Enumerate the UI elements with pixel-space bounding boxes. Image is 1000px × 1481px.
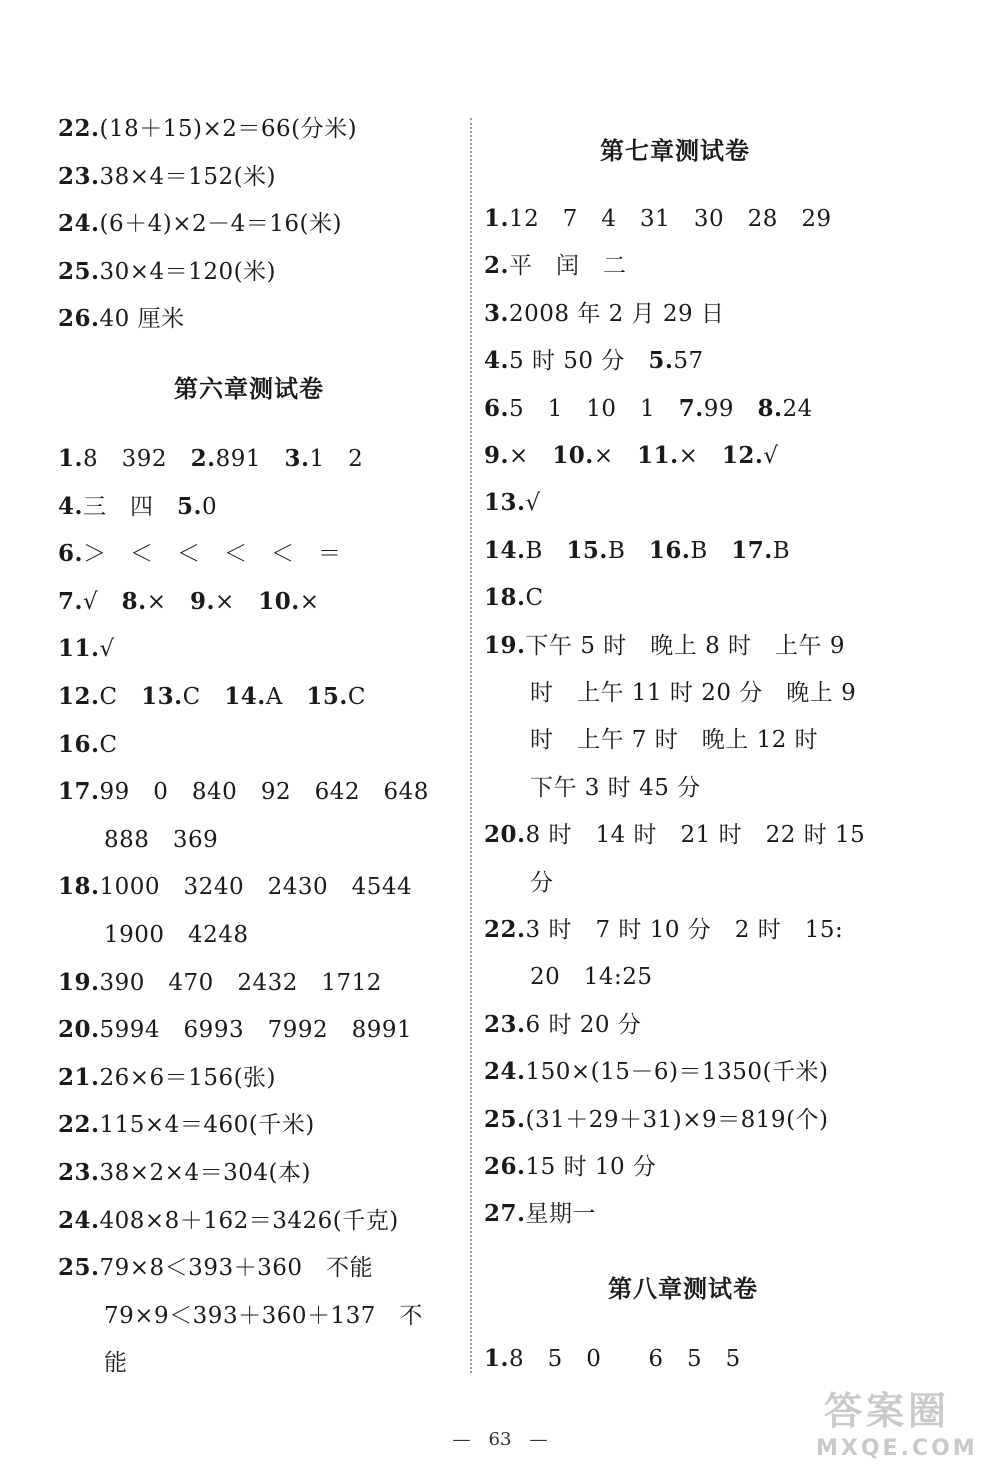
- answer-line: [484, 488, 541, 518]
- answer-line: [484, 251, 627, 281]
- answer-text: 5994 6993 7992 8991: [99, 1017, 413, 1044]
- question-number: 9.: [189, 587, 215, 615]
- answer-text: 24: [782, 395, 813, 422]
- answer-text: 99: [703, 395, 758, 422]
- answer-text: B: [607, 537, 649, 564]
- answer-line: [58, 209, 342, 239]
- answer-text: ×: [509, 443, 553, 469]
- question-number: 12.: [58, 683, 100, 710]
- answer-line: [104, 1301, 423, 1331]
- answer-line: [58, 777, 429, 807]
- answer-line: [58, 1110, 315, 1140]
- question-number: 3.: [484, 299, 510, 327]
- answer-text: 12 7 4 31 30 28 29: [509, 206, 832, 232]
- answer-line: [484, 583, 544, 613]
- answer-text: 8 392: [83, 446, 191, 472]
- answer-text: ×: [593, 443, 638, 469]
- question-number: 16.: [58, 730, 100, 758]
- question-number: 10.: [258, 587, 300, 615]
- answer-text: √: [99, 636, 115, 663]
- answer-text: 38×2×4＝304(本): [99, 1160, 311, 1186]
- question-number: 26.: [58, 305, 100, 333]
- question-number: 10.: [552, 442, 594, 469]
- answer-line: [58, 492, 217, 522]
- answer-text: 1900 4248: [104, 922, 249, 948]
- answer-text: ＞ ＜ ＜ ＜ ＜ ＝: [83, 541, 342, 568]
- question-number: 9.: [484, 442, 510, 469]
- answer-text: 分: [530, 869, 554, 896]
- answer-line: [484, 915, 843, 945]
- answer-text: 8 5 0 6 5 5: [509, 1346, 741, 1372]
- chapter-7-title: 第七章测试卷: [600, 137, 750, 165]
- question-number: 18.: [58, 873, 100, 901]
- question-number: 8.: [757, 394, 783, 422]
- answer-text: 57: [673, 348, 704, 375]
- answer-text: 星期一: [525, 1201, 597, 1228]
- answer-line: [530, 773, 701, 803]
- answer-text: 三 四: [83, 493, 178, 520]
- question-number: 19.: [58, 968, 100, 996]
- answer-line: [58, 304, 185, 334]
- answer-line: [484, 1199, 596, 1229]
- answer-text: B: [525, 537, 567, 564]
- answer-text: 20 14:25: [530, 964, 653, 991]
- answer-text: 3 时 7 时 10 分 2 时 15:: [525, 917, 844, 943]
- answer-text: √: [763, 443, 779, 469]
- answer-text: 408×8＋162＝3426(千克): [99, 1207, 399, 1234]
- answer-text: 891: [215, 446, 285, 472]
- question-number: 23.: [58, 162, 100, 190]
- question-number: 26.: [484, 1153, 526, 1180]
- answer-line: [484, 204, 832, 234]
- answer-text: C: [347, 684, 367, 710]
- answer-line: [530, 725, 818, 755]
- question-number: 21.: [58, 1063, 100, 1091]
- answer-text: (31＋29＋31)×9＝819(个): [525, 1106, 829, 1133]
- question-number: 13.: [141, 683, 183, 710]
- question-number: 6.: [484, 394, 510, 422]
- question-number: 1.: [484, 205, 510, 232]
- question-number: 1.: [58, 445, 84, 472]
- answer-text: 5 1 10 1: [509, 395, 679, 422]
- question-number: 13.: [484, 489, 526, 517]
- chapter-6-title: 第六章测试卷: [174, 375, 324, 403]
- answer-line: [58, 1253, 373, 1283]
- answer-line: [58, 1158, 311, 1188]
- question-number: 18.: [484, 584, 526, 612]
- question-number: 20.: [58, 1016, 100, 1044]
- question-number: 15.: [566, 536, 608, 564]
- answer-line: [484, 394, 813, 424]
- question-number: 17.: [731, 536, 773, 564]
- answer-line: [58, 634, 115, 664]
- answer-text: B: [690, 537, 732, 564]
- answer-line: [58, 968, 382, 998]
- answer-text: 8 时 14 时 21 时 22 时 15: [525, 822, 866, 849]
- answer-text: 79×9＜393＋360＋137 不: [104, 1302, 423, 1329]
- answer-text: √: [525, 490, 541, 517]
- answer-line: [58, 257, 276, 287]
- question-number: 22.: [58, 115, 100, 142]
- answer-text: 888 369: [104, 826, 219, 853]
- question-number: 14.: [224, 683, 266, 710]
- answer-text: 150×(15－6)＝1350(千米): [525, 1059, 829, 1086]
- watermark-logo: [806, 1388, 986, 1468]
- answer-line: [484, 536, 790, 566]
- question-number: 23.: [484, 1010, 526, 1038]
- answer-text: (18＋15)×2＝66(分米): [99, 116, 358, 142]
- question-number: 4.: [58, 492, 84, 520]
- question-number: 7.: [678, 394, 704, 422]
- question-number: 27.: [484, 1200, 526, 1228]
- answer-line: [58, 114, 357, 144]
- answer-text: 40 厘米: [99, 306, 185, 333]
- question-number: 24.: [484, 1058, 526, 1086]
- answer-line: [530, 678, 856, 708]
- answer-text: 时 上午 7 时 晚上 12 时: [530, 727, 819, 754]
- answer-text: 5 时 50 分: [509, 348, 649, 375]
- answer-line: [58, 872, 412, 902]
- answer-text: √: [83, 588, 122, 615]
- answer-line: [484, 1105, 829, 1135]
- answer-line: [484, 441, 779, 471]
- page-number: — 63 —: [452, 1429, 548, 1450]
- question-number: 1.: [484, 1345, 510, 1372]
- answer-text: 1000 3240 2430 4544: [99, 874, 413, 901]
- question-number: 5.: [177, 492, 203, 520]
- watermark-text-bottom: MXQE.COM: [816, 1436, 978, 1461]
- answer-text: 2008 年 2 月 29 日: [509, 300, 725, 327]
- answer-text: ×: [678, 443, 722, 469]
- answer-text: 1 2: [309, 446, 364, 472]
- answer-line: [484, 299, 725, 329]
- question-number: 5.: [648, 347, 674, 375]
- answer-line: [530, 868, 554, 898]
- question-number: 12.: [721, 442, 764, 469]
- answer-line: [58, 730, 118, 760]
- answer-text: 平 闰 二: [509, 253, 627, 280]
- question-number: 17.: [58, 778, 100, 806]
- question-number: 19.: [484, 631, 526, 659]
- answer-line: [58, 162, 276, 192]
- answer-text: ×: [146, 588, 190, 615]
- question-number: 24.: [58, 1206, 100, 1234]
- question-number: 16.: [648, 536, 691, 564]
- answer-text: 26×6＝156(张): [99, 1064, 277, 1091]
- answer-text: 115×4＝460(千米): [99, 1112, 315, 1139]
- question-number: 11.: [58, 635, 100, 663]
- question-number: 22.: [58, 1111, 100, 1139]
- answer-text: 0: [202, 493, 218, 520]
- question-number: 2.: [190, 445, 216, 472]
- answer-line: [484, 1152, 656, 1182]
- answer-line: [58, 1063, 276, 1093]
- chapter-8-title: 第八章测试卷: [608, 1275, 758, 1303]
- answer-text: B: [772, 537, 791, 564]
- answer-line: [484, 631, 845, 661]
- answer-line: [484, 820, 865, 850]
- question-number: 15.: [306, 683, 348, 710]
- question-number: 6.: [58, 540, 84, 568]
- answer-line: [530, 962, 653, 992]
- answer-text: 时 上午 11 时 20 分 晚上 9: [530, 680, 857, 706]
- answer-line: [58, 539, 342, 569]
- answer-line: [104, 825, 218, 855]
- answer-line: [484, 1344, 741, 1374]
- answer-line: [104, 920, 249, 950]
- question-number: 25.: [58, 257, 100, 285]
- answer-text: ×: [299, 588, 320, 615]
- answer-text: C: [99, 731, 118, 758]
- question-number: 25.: [484, 1105, 526, 1133]
- answer-text: 390 470 2432 1712: [99, 969, 382, 996]
- answer-text: 下午 3 时 45 分: [530, 774, 701, 801]
- answer-line: [484, 1010, 641, 1040]
- answer-text: 38×4＝152(米): [99, 163, 277, 190]
- answer-line: [58, 682, 366, 712]
- question-number: 25.: [58, 1254, 100, 1282]
- question-number: 22.: [484, 916, 526, 943]
- answer-text: ×: [214, 588, 259, 615]
- answer-text: A: [265, 684, 307, 710]
- question-number: 7.: [58, 587, 84, 615]
- answer-line: [484, 1057, 829, 1087]
- answer-text: C: [182, 684, 225, 710]
- question-number: 23.: [58, 1159, 100, 1186]
- question-number: 24.: [58, 210, 100, 238]
- answer-line: [58, 587, 320, 617]
- column-divider: [470, 118, 472, 1373]
- answer-text: 79×8＜393＋360 不能: [99, 1255, 373, 1282]
- question-number: 4.: [484, 347, 510, 375]
- question-number: 2.: [484, 252, 510, 280]
- answer-text: 能: [104, 1350, 128, 1377]
- answer-text: 99 0 840 92 642 648: [99, 779, 429, 806]
- question-number: 14.: [484, 536, 526, 564]
- answer-text: 30×4＝120(米): [99, 258, 277, 285]
- question-number: 8.: [121, 587, 147, 615]
- answer-text: (6＋4)×2－4＝16(米): [99, 211, 342, 238]
- answer-text: C: [99, 684, 142, 710]
- answer-line: [58, 1206, 399, 1236]
- question-number: 3.: [284, 445, 310, 472]
- answer-line: [58, 1015, 412, 1045]
- question-number: 11.: [637, 442, 679, 469]
- answer-line: [58, 444, 363, 474]
- answer-text: 15 时 10 分: [525, 1154, 657, 1180]
- answer-text: C: [525, 585, 544, 612]
- question-number: 20.: [484, 821, 526, 849]
- answer-text: 下午 5 时 晚上 8 时 上午 9: [525, 632, 845, 659]
- answer-line: [104, 1348, 128, 1378]
- answer-text: 6 时 20 分: [525, 1011, 642, 1038]
- answer-line: [484, 346, 704, 376]
- watermark-text-top: 答案圈: [824, 1389, 951, 1433]
